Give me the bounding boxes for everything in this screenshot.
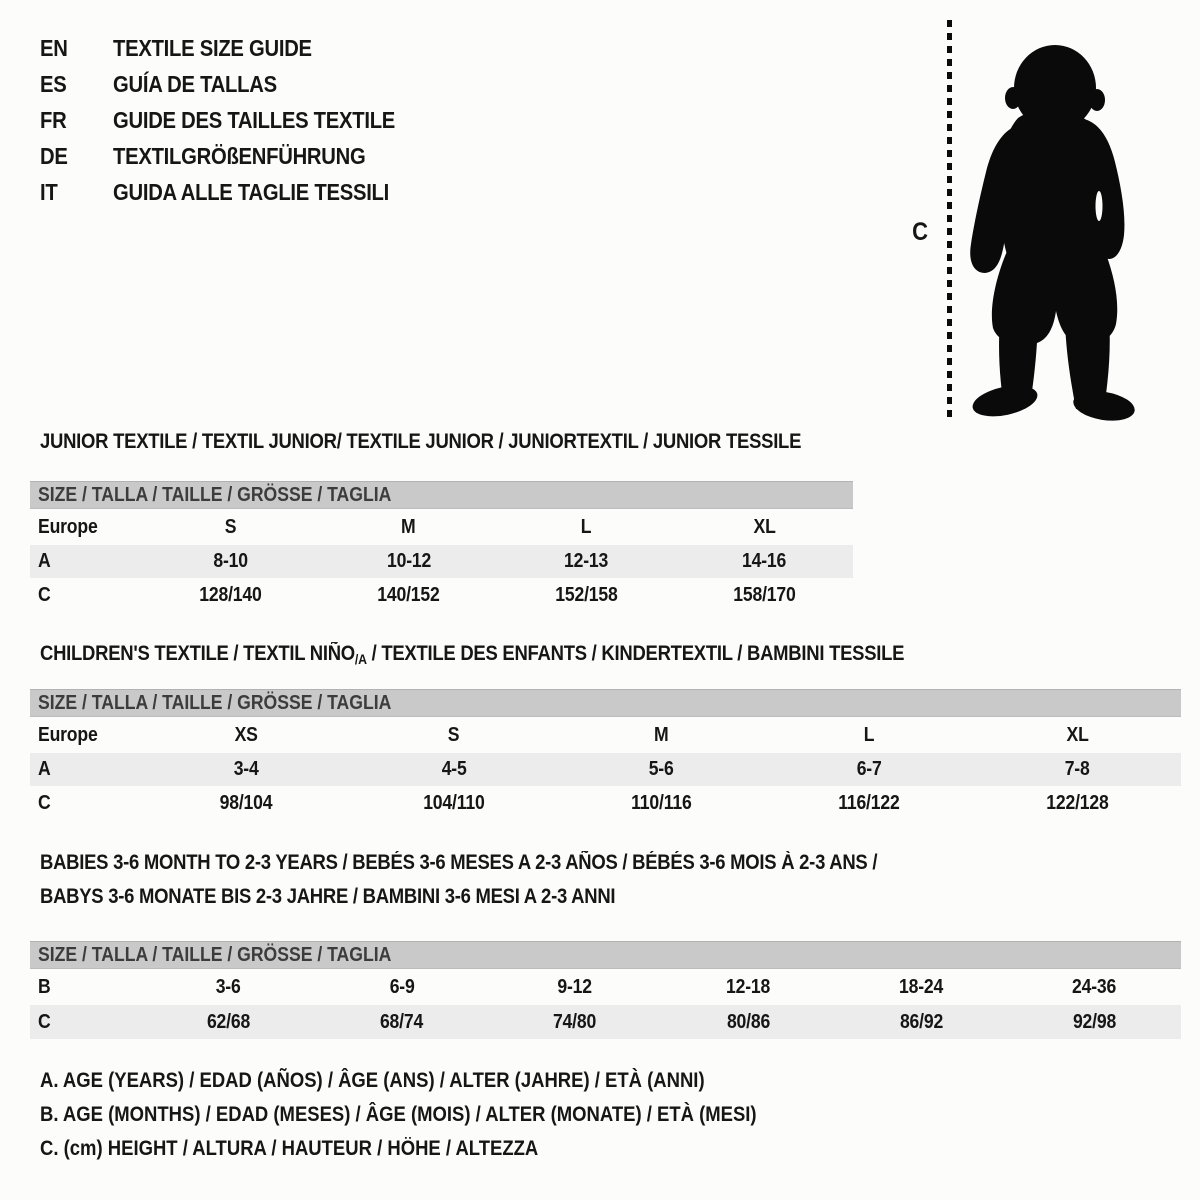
row-label: C <box>38 1010 51 1033</box>
age-cell: 9-12 <box>557 975 593 998</box>
size-cell: M <box>401 515 416 538</box>
age-cell: 3-4 <box>233 758 259 780</box>
size-table-header: SIZE / TALLA / TAILLE / GRÖSSE / TAGLIA <box>30 689 1181 717</box>
guide-title-de: TEXTILGRÖßENFÜHRUNG <box>113 142 366 169</box>
age-cell: 6-7 <box>856 758 882 780</box>
language-code: EN <box>40 34 68 61</box>
row-label: C <box>38 583 51 606</box>
legend-line-c: C. (cm) HEIGHT / ALTURA / HAUTEUR / HÖHE / ALTEZZA <box>40 1137 539 1160</box>
language-code: FR <box>40 106 67 133</box>
table-row-height <box>30 578 853 612</box>
height-cell: 104/110 <box>422 791 485 814</box>
size-cell: L <box>581 515 592 538</box>
children-title-prefix: CHILDREN'S TEXTILE / TEXTIL NIÑO <box>40 642 355 665</box>
row-label: Europe <box>38 723 98 746</box>
legend-line-a: A. AGE (YEARS) / EDAD (AÑOS) / ÂGE (ANS) / ALTER (JAHRE) / ETÀ (ANNI) <box>40 1069 705 1092</box>
table-row-age <box>30 753 1181 786</box>
size-table-header: SIZE / TALLA / TAILLE / GRÖSSE / TAGLIA <box>30 941 1181 969</box>
height-cell: 80/86 <box>726 1010 770 1033</box>
height-cell: 152/158 <box>555 583 618 606</box>
children-title-suffix: / TEXTILE DES ENFANTS / KINDERTEXTIL / BAMBINI TESSILE <box>366 642 905 665</box>
row-label: A <box>38 758 51 780</box>
size-cell: XL <box>753 515 776 538</box>
size-cell: L <box>863 723 875 746</box>
babies-section-title <box>40 846 991 914</box>
table-row-height <box>30 786 1181 820</box>
row-label: Europe <box>38 515 98 538</box>
guide-title-es: GUÍA DE TALLAS <box>113 70 277 97</box>
height-measure-dashed-line <box>947 20 952 418</box>
age-cell: 24-36 <box>1072 975 1117 998</box>
size-cell: XS <box>234 723 258 746</box>
language-row-es <box>40 66 434 102</box>
height-cell: 62/68 <box>206 1010 251 1033</box>
age-cell: 12-18 <box>726 975 771 998</box>
age-cell: 6-9 <box>389 975 415 998</box>
age-cell: 3-6 <box>216 975 242 998</box>
age-cell: 14-16 <box>742 550 787 572</box>
babies-title-line1: BABIES 3-6 MONTH TO 2-3 YEARS / BEBÉS 3-6 MESES A 2-3 AÑOS / BÉBÉS 3-6 MOIS À 2-3 ANS / <box>40 851 878 874</box>
legend <box>40 1064 854 1166</box>
language-code: DE <box>40 142 68 169</box>
row-label: C <box>38 791 51 814</box>
table-row-europe <box>30 717 1181 753</box>
height-cell: 158/170 <box>732 583 796 606</box>
junior-section-title: JUNIOR TEXTILE / TEXTIL JUNIOR/ TEXTILE JUNIOR / JUNIORTEXTIL / JUNIOR TESSILE <box>40 430 802 453</box>
legend-line-b: B. AGE (MONTHS) / EDAD (MESES) / ÂGE (MOIS) / ALTER (MONATE) / ETÀ (MESI) <box>40 1103 757 1126</box>
age-cell: 7-8 <box>1064 758 1090 780</box>
age-cell: 5-6 <box>649 758 674 780</box>
height-cell: 98/104 <box>219 791 273 814</box>
language-code: IT <box>40 178 58 205</box>
age-cell: 4-5 <box>441 758 467 780</box>
height-cell: 128/140 <box>199 583 263 606</box>
children-section-title <box>40 642 1022 667</box>
height-cell: 116/122 <box>838 791 900 814</box>
language-list <box>40 30 434 210</box>
children-title-sub: /A <box>354 651 367 667</box>
height-cell: 92/98 <box>1072 1010 1117 1033</box>
height-cell: 74/80 <box>553 1010 597 1033</box>
language-row-en <box>40 30 434 66</box>
height-cell: 68/74 <box>380 1010 424 1033</box>
guide-title-fr: GUIDE DES TAILLES TEXTILE <box>113 106 396 133</box>
height-cell: 110/116 <box>631 791 692 814</box>
language-row-de <box>40 138 434 174</box>
row-label: B <box>38 975 51 998</box>
children-size-table <box>30 689 1181 820</box>
height-cell: 122/128 <box>1045 791 1109 814</box>
row-label: A <box>38 550 51 572</box>
language-code: ES <box>40 70 67 97</box>
language-row-fr <box>40 102 434 138</box>
table-row-age-months <box>30 969 1181 1005</box>
babies-size-table <box>30 941 1181 1039</box>
age-cell: 18-24 <box>899 975 944 998</box>
table-row-age <box>30 545 853 578</box>
age-cell: 8-10 <box>213 550 249 572</box>
guide-title-it: GUIDA ALLE TAGLIE TESSILI <box>113 178 390 205</box>
age-cell: 12-13 <box>564 550 609 572</box>
height-cell: 86/92 <box>899 1010 943 1033</box>
height-cell: 140/152 <box>377 583 440 606</box>
junior-size-table <box>30 481 853 612</box>
size-cell: XL <box>1066 723 1089 746</box>
size-cell: M <box>654 723 669 746</box>
table-row-height <box>30 1005 1181 1039</box>
babies-title-line2: BABYS 3-6 MONATE BIS 2-3 JAHRE / BAMBINI 3-6 MESI A 2-3 ANNI <box>40 885 616 908</box>
size-cell: S <box>447 723 460 746</box>
size-table-header: SIZE / TALLA / TAILLE / GRÖSSE / TAGLIA <box>30 481 853 509</box>
toddler-silhouette-image <box>958 24 1140 424</box>
guide-title-en: TEXTILE SIZE GUIDE <box>113 34 312 61</box>
measure-label-c: C <box>912 218 928 246</box>
table-row-europe <box>30 509 853 545</box>
language-row-it <box>40 174 434 210</box>
age-cell: 10-12 <box>386 550 431 572</box>
size-cell: S <box>225 515 237 538</box>
